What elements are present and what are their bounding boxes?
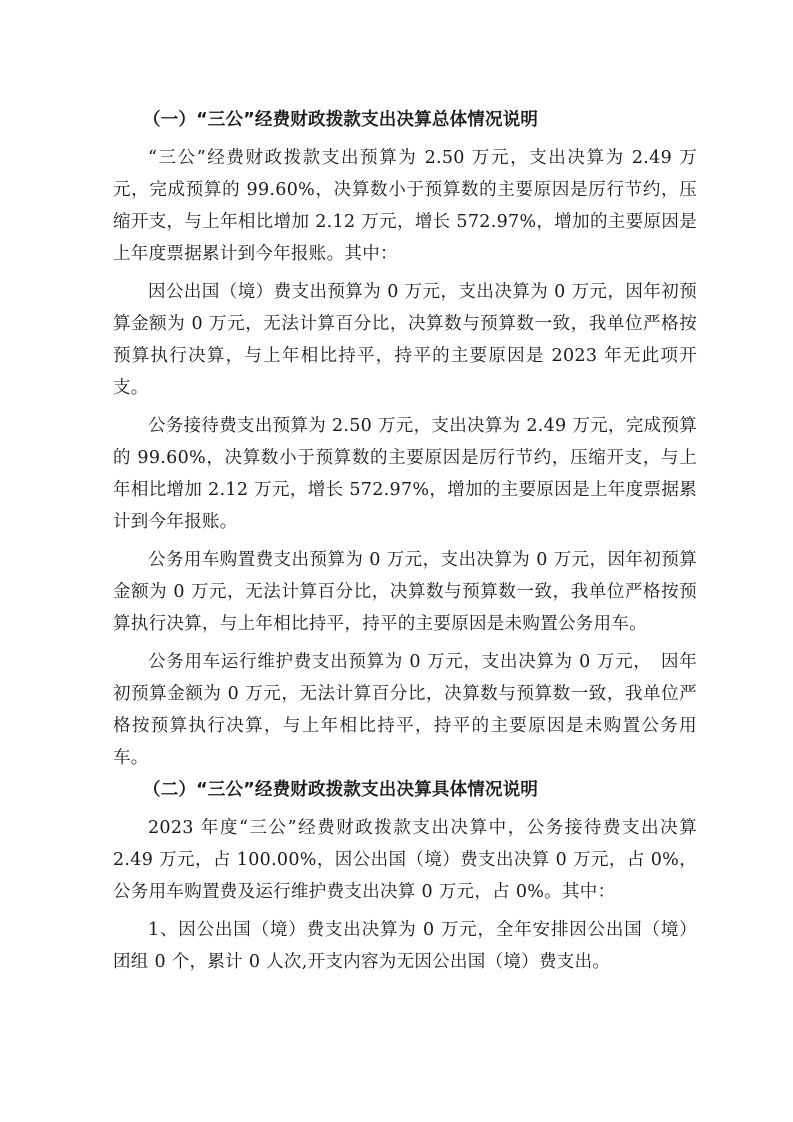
section-1-heading: （一）“三公”经费财政拨款支出决算总体情况说明 (143, 110, 539, 130)
section-2-heading: （二）“三公”经费财政拨款支出决算具体情况说明 (143, 780, 539, 800)
section-1-paragraph-4: 公务用车购置费支出预算为 0 万元，支出决算为 0 万元，因年初预算金额为 0 万元，无法计算百分比，决算数与预算数一致，我单位严格按预算执行决算，与上年相比持平，持平的主要原因是未购置公务用车。 (113, 550, 697, 634)
section-1-paragraph-1: “三公”经费财政拨款支出预算为 2.50 万元，支出决算为 2.49 万元，完成预算的 99.60%，决算数小于预算数的主要原因是厉行节约，压缩开支，与上年相比增加 2.12 万元，增长 572.97%，增加的主要原因是上年度票据累计到今年报账。其中： (113, 148, 697, 264)
section-2-paragraph-2: 1、因公出国（境）费支出决算为 0 万元，全年安排因公出国（境）团组 0 个，累计 0 人次,开支内容为无因公出国（境）费支出。 (113, 920, 697, 972)
section-2-paragraph-1: 2023 年度“三公”经费财政拨款支出决算中，公务接待费支出决算 2.49 万元，占 100.00%，因公出国（境）费支出决算 0 万元，占 0%，公务用车购置费及运行维护费支出决算 0 万元，占 0%。其中： (113, 818, 697, 902)
section-1-paragraph-2: 因公出国（境）费支出预算为 0 万元，支出决算为 0 万元，因年初预算金额为 0 万元，无法计算百分比，决算数与预算数一致，我单位严格按预算执行决算，与上年相比持平，持平的主要原因是 2023 年无此项开支。 (113, 282, 697, 398)
section-1-paragraph-5: 公务用车运行维护费支出预算为 0 万元，支出决算为 0 万元， 因年初预算金额为 0 万元，无法计算百分比，决算数与预算数一致，我单位严格按预算执行决算，与上年相比持平，持平的主要原因是未购置公务用车。 (113, 652, 697, 768)
document-body (113, 104, 697, 978)
section-1-paragraph-3: 公务接待费支出预算为 2.50 万元，支出决算为 2.49 万元，完成预算的 99.60%，决算数小于预算数的主要原因是厉行节约，压缩开支，与上年相比增加 2.12 万元，增长 572.97%，增加的主要原因是上年度票据累计到今年报账。 (113, 416, 697, 532)
